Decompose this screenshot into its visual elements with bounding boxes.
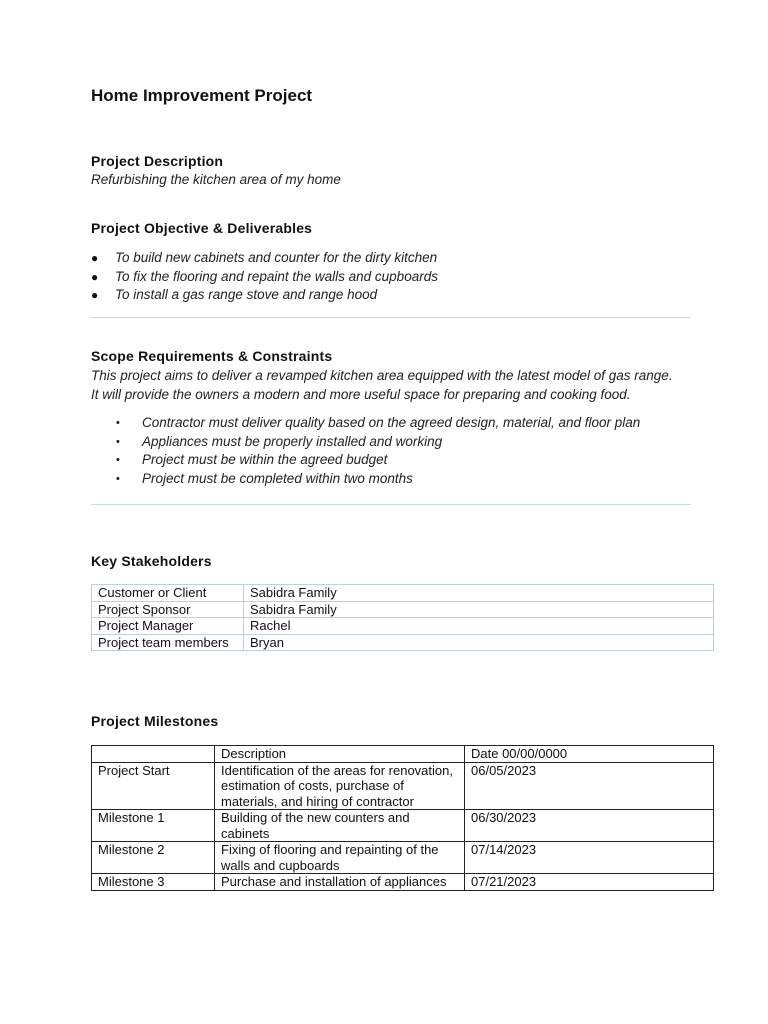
- milestone-header-description: Description: [215, 746, 465, 763]
- milestone-date: 07/21/2023: [465, 874, 714, 891]
- milestone-date: 07/14/2023: [465, 842, 714, 874]
- project-description-text: Refurbishing the kitchen area of my home: [91, 172, 341, 187]
- list-item: [116, 451, 640, 470]
- milestone-description: Identification of the areas for renovation, estimation of costs, purchase of materials, and hiring of contractor: [215, 762, 465, 810]
- scope-summary-line: It will provide the owners a modern and more useful space for preparing and cooking food.: [91, 387, 631, 402]
- objectives-heading: Project Objective & Deliverables: [91, 220, 313, 236]
- stakeholders-table: [91, 584, 714, 651]
- milestone-header-blank: [92, 746, 215, 763]
- list-item: [116, 433, 640, 452]
- list-item: [91, 286, 438, 305]
- milestones-heading: Project Milestones: [91, 713, 219, 729]
- table-row: [92, 618, 714, 635]
- stakeholders-heading: Key Stakeholders: [91, 553, 212, 569]
- stakeholder-role: Project Manager: [92, 618, 244, 635]
- milestone-description: Purchase and installation of appliances: [215, 874, 465, 891]
- stakeholder-role: Customer or Client: [92, 585, 244, 602]
- objective-text: To install a gas range stove and range hood: [115, 287, 378, 302]
- constraint-text: Project must be within the agreed budget: [142, 452, 388, 467]
- scope-summary-line: This project aims to deliver a revamped kitchen area equipped with the latest model of gas range.: [91, 368, 673, 383]
- list-item: [116, 414, 640, 433]
- table-row: [92, 762, 714, 810]
- list-item: [91, 268, 438, 287]
- milestone-name: Milestone 2: [92, 842, 215, 874]
- stakeholder-role: Project Sponsor: [92, 601, 244, 618]
- list-item: [91, 249, 438, 268]
- list-item: [116, 470, 640, 489]
- stakeholder-name: Bryan: [244, 634, 714, 651]
- milestone-date: 06/05/2023: [465, 762, 714, 810]
- table-row: [92, 634, 714, 651]
- milestone-name: Project Start: [92, 762, 215, 810]
- objective-text: To fix the flooring and repaint the walls and cupboards: [115, 268, 438, 284]
- stakeholder-name: Rachel: [244, 618, 714, 635]
- stakeholder-name: Sabidra Family: [244, 585, 714, 602]
- section-divider: [91, 317, 691, 318]
- bullet-marker: ●: [91, 251, 99, 265]
- milestone-description: Fixing of flooring and repainting of the walls and cupboards: [215, 842, 465, 874]
- constraint-text: Contractor must deliver quality based on the agreed design, material, and floor plan: [142, 415, 641, 430]
- table-row: [92, 601, 714, 618]
- table-row: [92, 810, 714, 842]
- constraints-list: [116, 414, 640, 488]
- milestone-name: Milestone 3: [92, 874, 215, 891]
- scope-summary: [91, 366, 731, 404]
- bullet-marker: ●: [91, 288, 99, 302]
- table-row: [92, 874, 714, 891]
- milestones-table: [91, 745, 714, 891]
- section-divider: [91, 504, 691, 505]
- milestone-description: Building of the new counters and cabinets: [215, 810, 465, 842]
- scope-heading: Scope Requirements & Constraints: [91, 348, 333, 364]
- milestone-date: 06/30/2023: [465, 810, 714, 842]
- stakeholder-role: Project team members: [92, 634, 244, 651]
- constraint-text: Project must be completed within two months: [142, 470, 413, 486]
- objective-text: To build new cabinets and counter for the dirty kitchen: [115, 250, 438, 265]
- bullet-marker: •: [116, 435, 120, 448]
- document-title: Home Improvement Project: [91, 86, 313, 105]
- table-row: [92, 585, 714, 602]
- bullet-marker: •: [116, 454, 120, 466]
- objectives-list: [91, 249, 438, 305]
- bullet-marker: •: [116, 472, 120, 485]
- project-description-heading: Project Description: [91, 153, 224, 169]
- milestone-header-date: Date 00/00/0000: [465, 746, 714, 763]
- bullet-marker: •: [116, 417, 120, 429]
- milestone-name: Milestone 1: [92, 810, 215, 842]
- table-header-row: [92, 746, 714, 763]
- stakeholder-name: Sabidra Family: [244, 601, 714, 618]
- table-row: [92, 842, 714, 874]
- bullet-marker: ●: [91, 269, 99, 284]
- constraint-text: Appliances must be properly installed and working: [142, 433, 443, 449]
